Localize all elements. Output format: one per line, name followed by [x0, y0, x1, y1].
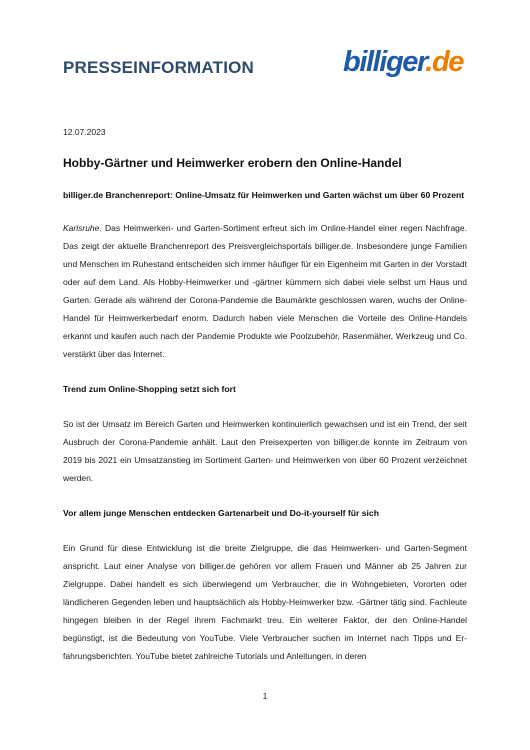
- intro-text: . Das Heimwerken- und Garten-Sortiment erfreut sich im Online-Handel einer regen Nachfrage. Das zeigt der aktuelle Branchenreport des Preisvergleichsportals billiger.de. Insbesondere junge Familien und Menschen im Ruhestand entscheiden sich immer häufiger für ein Eigenheim mit Garten in der Vorstadt oder auf dem Land. Als Hobby-Heimwerker und -gärtner kümmern sich dabei viele selbst um Haus und Garten. Gerade als während der Corona-Pandemie die Baumärkte geschlossen waren, wuchs der Online-Handel für Heimwerkerbedarf enorm. Dadurch haben viele Menschen die Vorteile des Online-Handels erkannt und kaufen auch nach der Pandemie Produkte wie Poolzubehör, Rasenmäher, Werkzeug und Co. verstärkt über das Internet.: [63, 223, 467, 359]
- press-release-heading: PRESSEINFORMATION: [63, 58, 255, 77]
- section-young-people-paragraph: Ein Grund für diese Entwicklung ist die breite Zielgruppe, die das Heimwerken- und Garten-Segment anspricht. Laut einer Analyse von billiger.de gehören vor allem Frauen und Männer ab 25 Jahren zur Zielgruppe. Dabei handelt es sich überwiegend um Verbraucher, die in Wohngebieten, Vororten oder ländlicheren Gegenden leben und hauptsächlich als Hobby-Heimwerker bzw. -Gärtner tätig sind. Fachleute hingegen bleiben in der Regel ihrem Fachmarkt treu. Ein weiterer Faktor, der den Online-Handel begünstigt, ist die Bedeutung von YouTube. Viele Verbraucher suchen im Internet nach Tipps und Erfahrungsberichten. YouTube bietet zahlreiche Tutorials und Anleitungen, in deren: [63, 543, 467, 661]
- release-date: 12.07.2023: [63, 127, 106, 137]
- section-heading-trend: Trend zum Online-Shopping setzt sich fort: [63, 384, 236, 394]
- document-title: Hobby-Gärtner und Heimwerker erobern den Online-Handel: [63, 156, 402, 170]
- dateline-city: Karlsruhe: [63, 223, 100, 233]
- intro-paragraph: [63, 219, 467, 363]
- section-trend-paragraph: So ist der Umsatz im Bereich Garten und Heimwerken kontinuierlich gewachsen und ist ein Trend, der seit Ausbruch der Corona-Pandemie anhält. Laut den Preisexperten von billiger.de konnte im Zeitraum von 2019 bis 2021 ein Umsatzanstieg im Sortiment Garten- und Heimwerken von über 60 Prozent verzeichnet werden.: [63, 419, 467, 483]
- body-content: [63, 219, 467, 665]
- logo-text-brand: billiger: [343, 46, 426, 78]
- section-heading-young-people: Vor allem junge Menschen entdecken Gartenarbeit und Do-it-yourself für sich: [63, 508, 379, 518]
- page-number: 1: [262, 691, 268, 701]
- logo-text-domain: .de: [425, 46, 463, 78]
- document-subtitle: billiger.de Branchenreport: Online-Umsatz für Heimwerken und Garten wächst um über 60 Prozent: [63, 190, 465, 200]
- billiger-de-logo: [343, 48, 463, 77]
